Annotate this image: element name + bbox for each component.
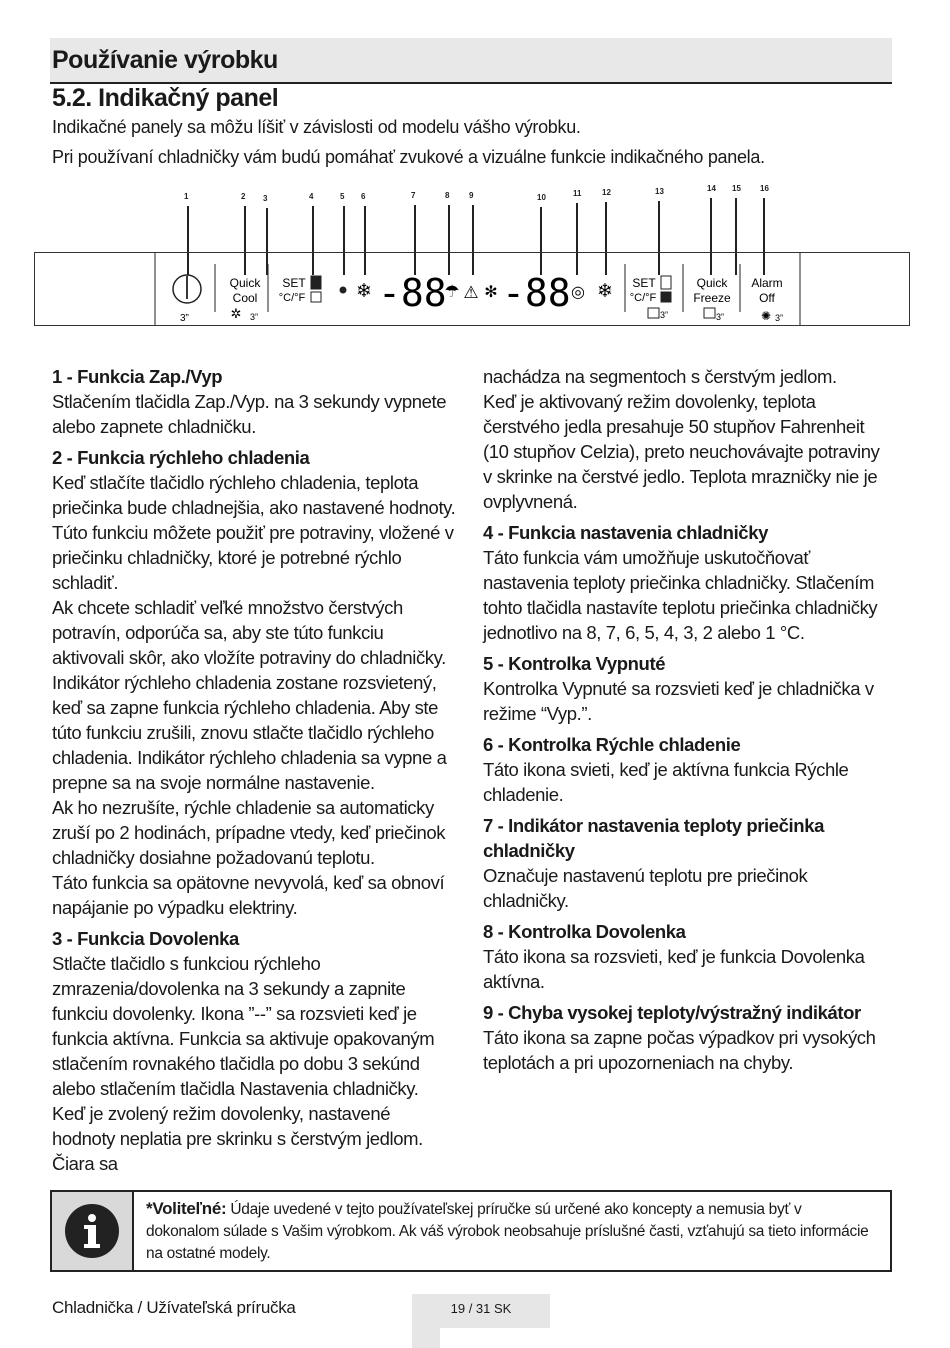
section-heading: 4 - Funkcia nastavenia chladničky — [483, 522, 768, 543]
paragraph: Indikátor rýchleho chladenia zostane rozsvietený, keď sa zapne funkcia rýchleho chladenia. Aby ste túto funkciu zrušili, znovu stlačte tlačidlo rýchleho chladenia. Indikátor rýchleho chladenia sa vypne a prepne sa na svoje normálne nastavenie. — [52, 672, 447, 793]
right-text-column — [483, 364, 893, 1075]
page-number: 19 / 31 SK — [412, 1294, 550, 1328]
power-icon — [173, 275, 201, 303]
paragraph: Ak ho nezrušíte, rýchle chladenie sa automaticky zruší po 2 hodinách, prípadne vtedy, keď priečinok chladničky dosiahne požadovanú teplotu. — [52, 797, 446, 868]
intro-line-1: Indikačné panely sa môžu líšiť v závislosti od modelu vášho výrobku. — [52, 117, 581, 137]
indicator-panel-drawing — [0, 0, 950, 340]
note-text — [146, 1198, 876, 1265]
hold-3s-set-right: 3” — [660, 310, 669, 320]
left-text-column — [52, 364, 457, 1176]
intro-line-2: Pri používaní chladničky vám budú pomáhať zvukové a vizuálne funkcie indikačného panela. — [52, 147, 765, 167]
quick-freeze-indicator-icon: ❄ — [597, 281, 613, 302]
paragraph: Keď je zvolený režim dovolenky, nastavené hodnoty neplatia pre skrinku s čerstvým jedlom. Čiara sa — [52, 1103, 423, 1174]
callout-number: 16 — [760, 184, 769, 193]
quick-cool-label-2: Cool — [232, 291, 258, 305]
callout-number: 3 — [263, 194, 268, 203]
section-heading: 5 - Kontrolka Vypnuté — [483, 653, 666, 674]
callout-number: 2 — [241, 192, 246, 201]
holiday-icon: ☂ — [444, 282, 460, 301]
set-left-unit: °C/°F — [278, 292, 306, 304]
hold-3s-quick-freeze: 3” — [716, 312, 725, 322]
info-icon — [52, 1192, 132, 1268]
quick-cool-icon: ✲ — [230, 306, 242, 321]
section-heading: 3 - Funkcia Dovolenka — [52, 928, 239, 949]
paragraph: Táto funkcia vám umožňuje uskutočňovať nastavenia teploty priečinka chladničky. Stlačením tohto tlačidla nastavíte teplotu priečinka chladničky jednotlivo na 8, 7, 6, 5, 4, 3, 2 alebo 1 °C. — [483, 547, 878, 643]
callout-number: 7 — [411, 191, 416, 200]
paragraph: nachádza na segmentoch s čerstvým jedlom. — [483, 366, 837, 387]
quick-cool-label-1: Quick — [229, 276, 261, 290]
paragraph: Kontrolka Vypnuté sa rozsvieti keď je chladnička v režime “Vyp.”. — [483, 678, 874, 724]
callout-number: 11 — [573, 189, 582, 198]
callout-number: 14 — [707, 184, 716, 193]
quick-freeze-icon — [704, 308, 715, 318]
paragraph: Táto ikona sa zapne počas výpadkov pri vysokých teplotách a pri upozorneniach na chyby. — [483, 1027, 876, 1073]
paragraph: Stlačením tlačidla Zap./Vyp. na 3 sekundy vypnete alebo zapnete chladničku. — [52, 391, 447, 437]
note-body: Údaje uvedené v tejto používateľskej príručke sú určené ako koncepty a nemusia byť v dokonalom súlade s Vašim výrobkom. Ak váš výrobok neobsahuje príslušné časti, vzťahujú sa tieto informácie na ostatné modely. — [146, 1201, 869, 1262]
callout-number: 4 — [309, 192, 314, 201]
hold-3s-quick-cool: 3” — [250, 312, 259, 322]
paragraph: Túto funkciu môžete použiť pre potraviny, vložené v priečinku chladničky, ktoré je potrebné rýchlo schladiť. — [52, 522, 454, 593]
callout-number: 5 — [340, 192, 345, 201]
freezer-temp-digits: -88 — [502, 271, 571, 315]
paragraph: Ak chcete schladiť veľké množstvo čerstvých potravín, odporúča sa, aby ste túto funkciu aktivovali skôr, ako vložíte potraviny do chladničky. — [52, 597, 446, 668]
callout-number: 6 — [361, 192, 366, 201]
section-heading: 9 - Chyba vysokej teploty/výstražný indikátor — [483, 1002, 861, 1023]
paragraph: Označuje nastavenú teplotu pre priečinok chladničky. — [483, 865, 808, 911]
footer-band — [412, 1328, 440, 1348]
paragraph: Táto ikona svieti, keď je aktívna funkcia Rýchle chladenie. — [483, 759, 849, 805]
off-indicator-icon — [340, 287, 347, 294]
section-heading: 8 - Kontrolka Dovolenka — [483, 921, 686, 942]
section-heading: 6 - Kontrolka Rýchle chladenie — [483, 734, 741, 755]
fridge-temp-digits: -88 — [378, 271, 447, 315]
info-icon-panel — [52, 1192, 134, 1270]
set-right-unit: °C/°F — [629, 292, 657, 304]
callout-number: 8 — [445, 191, 450, 200]
set-right-label: SET — [632, 276, 656, 290]
paragraph: Táto funkcia sa opätovne nevyvolá, keď sa obnoví napájanie po výpadku elektriny. — [52, 872, 445, 918]
subsection-title: 5.2. Indikačný panel — [52, 84, 279, 112]
callout-number: 10 — [537, 193, 546, 202]
callout-number: 13 — [655, 187, 664, 196]
paragraph: Táto ikona sa rozsvieti, keď je funkcia Dovolenka aktívna. — [483, 946, 865, 992]
note-label: *Voliteľné: — [146, 1199, 227, 1218]
callout-number: 1 — [184, 192, 189, 201]
section-heading: 2 - Funkcia rýchleho chladenia — [52, 447, 310, 468]
footer-title: Chladnička / Užívateľská príručka — [52, 1298, 296, 1317]
hold-3s-alarm: 3” — [775, 313, 784, 323]
freezer-set-icon — [661, 276, 671, 289]
paragraph: Keď stlačíte tlačidlo rýchleho chladenia, teplota priečinka bude chladnejšia, ako nastavené hodnoty. — [52, 472, 456, 518]
quick-cool-indicator-icon: ❄ — [356, 281, 372, 302]
section-title: Používanie výrobku — [52, 46, 278, 74]
callout-number: 9 — [469, 191, 474, 200]
set-left-label: SET — [282, 276, 306, 290]
callout-number: 15 — [732, 184, 741, 193]
section-heading: 7 - Indikátor nastavenia teploty priečinka chladničky — [483, 815, 824, 861]
alarm-off-icon: ✺ — [760, 309, 772, 323]
section-heading: 1 - Funkcia Zap./Vyp — [52, 366, 223, 387]
hold-3s-power: 3” — [180, 313, 189, 324]
alarm-off-label-2: Off — [759, 291, 775, 305]
alarm-off-label-1: Alarm — [751, 276, 783, 290]
callout-number: 12 — [602, 188, 611, 197]
fan-icon: ✻ — [484, 284, 498, 301]
quick-freeze-label-1: Quick — [696, 276, 728, 290]
warning-icon: ⚠ — [463, 283, 479, 302]
eco-icon: ◎ — [571, 284, 585, 301]
paragraph: Keď je aktivovaný režim dovolenky, teplota čerstvého jedla presahuje 50 stupňov Fahrenheit (10 stupňov Celzia), preto neuchovávajte potraviny v skrinke na čerstvé jedlo. Teplota mrazničky nie je ovplyvnená. — [483, 391, 880, 512]
fridge-set-icon — [311, 276, 321, 289]
paragraph: Stlačte tlačidlo s funkciou rýchleho zmrazenia/dovolenka na 3 sekundy a zapnite funkciu dovolenky. Ikona ”--” sa rozsvieti keď je funkcia aktívna. Funkcia sa aktivuje opakovaným stlačením rovnakého tlačidla po dobu 3 sekúnd alebo stlačením tlačidla Nastavenia chladničky. — [52, 953, 435, 1099]
quick-freeze-label-2: Freeze — [693, 291, 731, 305]
